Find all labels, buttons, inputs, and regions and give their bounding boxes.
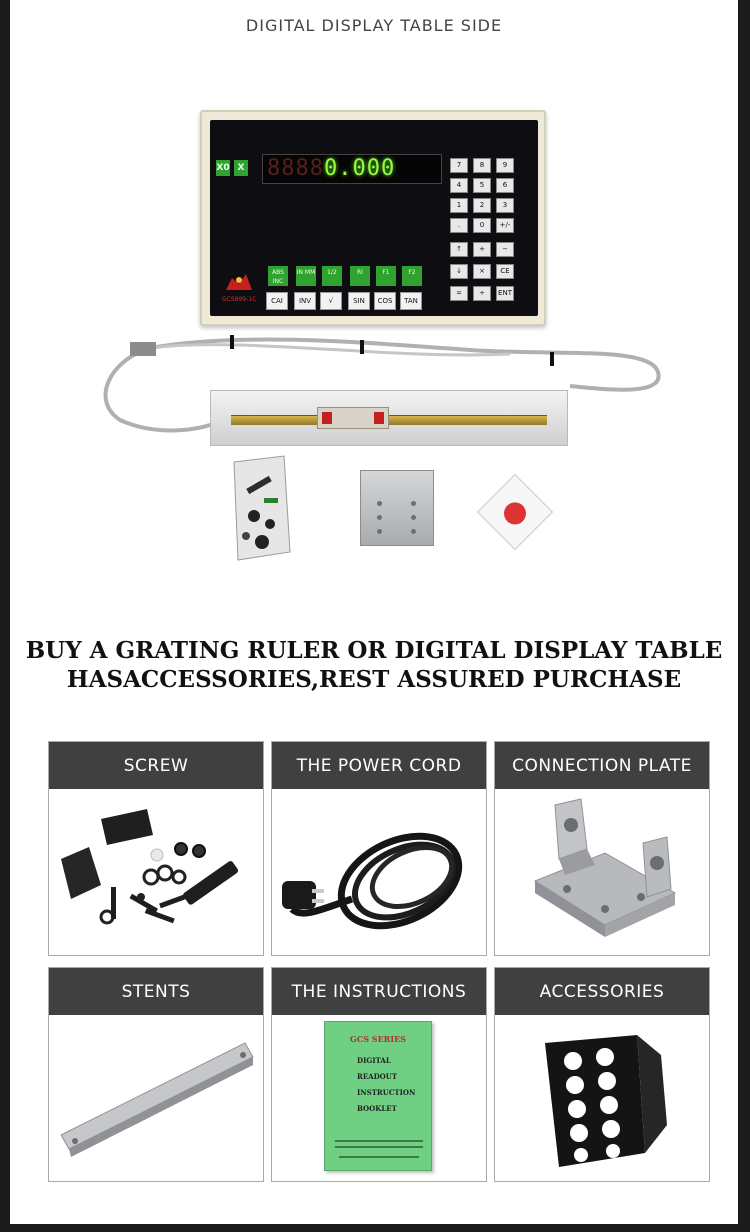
key-3: 3 xyxy=(496,198,514,213)
screw-bag-icon xyxy=(224,452,294,562)
card-image xyxy=(495,789,709,955)
key-equals: = xyxy=(450,286,468,301)
key-ce: CE xyxy=(496,264,514,279)
stent-bar-icon xyxy=(49,1015,263,1181)
fn-label-f2: F2 xyxy=(402,266,422,286)
model-number: GCS899-1C xyxy=(222,296,257,303)
key-plus: + xyxy=(473,242,491,257)
card-connection-plate xyxy=(494,741,710,956)
fn-label-half: 1/2 xyxy=(322,266,342,286)
grating-ruler xyxy=(210,390,568,446)
fn-label-abs-inc: ABS INC xyxy=(268,266,288,286)
key-minus: − xyxy=(496,242,514,257)
key-plus-minus: +/- xyxy=(496,218,514,233)
card-title: CONNECTION PLATE xyxy=(495,742,709,789)
fn-key-inv: INV xyxy=(294,292,316,310)
key-6: 6 xyxy=(496,178,514,193)
fn-key-sin: SIN xyxy=(348,292,370,310)
key-up: ↑ xyxy=(450,242,468,257)
card-image xyxy=(49,1015,263,1181)
booklet-line-1: DIGITAL xyxy=(357,1056,391,1065)
booklet-line-4: BOOKLET xyxy=(357,1104,397,1113)
fn-key-sqrt: √ xyxy=(320,292,342,310)
axis-zero-button: X0 xyxy=(216,160,230,176)
mounting-bracket-icon xyxy=(495,1015,709,1181)
booklet-line-2: READOUT xyxy=(357,1072,398,1081)
fn-label-in-mm: IN MM xyxy=(296,266,316,286)
axis-select-button: X xyxy=(234,160,248,176)
key-4: 4 xyxy=(450,178,468,193)
card-stents xyxy=(48,967,264,1182)
card-title: ACCESSORIES xyxy=(495,968,709,1015)
key-8: 8 xyxy=(473,158,491,173)
card-image xyxy=(49,789,263,955)
accessories-grid xyxy=(48,741,710,1183)
fn-label-ri: RI xyxy=(350,266,370,286)
promo-headline xyxy=(10,636,738,694)
section-title: DIGITAL DISPLAY TABLE SIDE xyxy=(245,16,503,35)
fn-key-cai: CAI xyxy=(266,292,288,310)
card-image xyxy=(272,1015,486,1181)
headline-line-2: HASACCESSORIES,REST ASSURED PURCHASE xyxy=(66,666,682,693)
card-title: THE INSTRUCTIONS xyxy=(272,968,486,1015)
mounting-plate-icon xyxy=(360,470,434,546)
card-title: STENTS xyxy=(49,968,263,1015)
card-instructions xyxy=(271,967,487,1182)
key-divide: ÷ xyxy=(473,286,491,301)
key-2: 2 xyxy=(473,198,491,213)
card-image xyxy=(495,1015,709,1181)
key-5: 5 xyxy=(473,178,491,193)
fn-key-tan: TAN xyxy=(400,292,422,310)
certificate-card-icon xyxy=(477,474,553,550)
dro-front-panel xyxy=(210,120,538,316)
led-display xyxy=(262,154,442,184)
product-hero-image xyxy=(10,80,738,570)
key-multiply: × xyxy=(473,264,491,279)
fn-key-cos: COS xyxy=(374,292,396,310)
card-title: SCREW xyxy=(49,742,263,789)
screw-set-icon xyxy=(49,789,263,955)
product-detail-page xyxy=(10,0,738,1224)
ruler-reading-head xyxy=(317,407,389,429)
display-unlit-digits: 8888 xyxy=(267,156,324,181)
booklet-series: GCS SERIES xyxy=(350,1034,406,1044)
key-7: 7 xyxy=(450,158,468,173)
card-screw xyxy=(48,741,264,956)
card-image xyxy=(272,789,486,955)
card-power-cord xyxy=(271,741,487,956)
key-1: 1 xyxy=(450,198,468,213)
display-reading: 0.000 xyxy=(323,156,396,181)
key-enter: ENT xyxy=(496,286,514,301)
key-dot: . xyxy=(450,218,468,233)
key-0: 0 xyxy=(473,218,491,233)
instruction-booklet xyxy=(324,1021,432,1171)
key-down: ↓ xyxy=(450,264,468,279)
booklet-line-3: INSTRUCTION xyxy=(357,1088,416,1097)
card-title: THE POWER CORD xyxy=(272,742,486,789)
power-cord-icon xyxy=(272,789,486,955)
connection-plate-icon xyxy=(495,789,709,955)
key-9: 9 xyxy=(496,158,514,173)
digital-readout-unit xyxy=(200,110,546,326)
brand-logo-icon xyxy=(224,270,254,292)
headline-line-1: BUY A GRATING RULER OR DIGITAL DISPLAY TABLE xyxy=(25,637,723,664)
fn-label-f1: F1 xyxy=(376,266,396,286)
ruler-scale xyxy=(231,415,547,425)
card-accessories xyxy=(494,967,710,1182)
